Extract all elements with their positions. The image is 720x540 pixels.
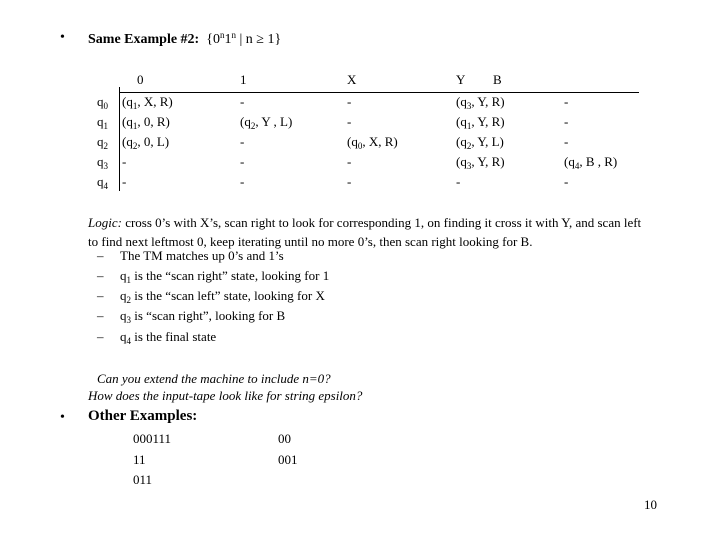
cell-part: (q — [564, 154, 575, 169]
cell-part: (q — [347, 134, 358, 149]
formula-part: 1 — [224, 32, 232, 47]
page-number: 10 — [644, 497, 657, 512]
cell-part: 1 — [132, 101, 138, 111]
language-formula — [203, 32, 281, 47]
point-part: q — [120, 268, 127, 283]
cell-part: (q — [456, 154, 467, 169]
column-header-y: Y — [456, 72, 466, 87]
cell-part: (q — [456, 94, 467, 109]
point-part: is “scan right”, looking for B — [131, 308, 286, 323]
question-1: Can you extend the machine to include n=0? — [97, 371, 331, 386]
dash-marker: – — [97, 248, 104, 263]
question-2: How does the input-tape look like for string epsilon? — [88, 388, 363, 403]
cell-part: 1 — [132, 121, 138, 131]
table-vertical-rule — [119, 87, 120, 191]
cell-part: 3 — [466, 101, 472, 111]
table-cell: - — [564, 94, 569, 109]
dash-marker: – — [97, 308, 104, 323]
cell-part: , 0, L) — [137, 134, 170, 149]
cell-part: 2 — [132, 141, 138, 151]
cell-part: , Y, R) — [471, 94, 505, 109]
cell-part: , X, R) — [137, 94, 173, 109]
formula-part: | n ≥ 1} — [235, 32, 282, 47]
state-base: q — [97, 174, 104, 189]
column-header-0: 0 — [137, 72, 144, 87]
table-cell: - — [347, 94, 352, 109]
point-part: q — [120, 308, 127, 323]
point-part: 2 — [126, 295, 131, 305]
cell-part: , X, R) — [362, 134, 398, 149]
table-horizontal-rule — [119, 92, 639, 93]
point-part: is the “scan left” state, looking for X — [131, 288, 325, 303]
point-item — [120, 329, 216, 346]
point-part: 4 — [126, 336, 131, 346]
cell-part: , Y, R) — [471, 114, 505, 129]
other-examples-heading: Other Examples: — [88, 408, 198, 424]
table-cell: - — [564, 174, 569, 189]
point-part: q — [120, 288, 127, 303]
point-part: is the “scan right” state, looking for 1 — [131, 268, 330, 283]
logic-text: cross 0’s with X’s, scan right to look for corresponding 1, on finding it cross it with Y, and scan left to find next leftmost 0, keep iterating until no more 0’s, then scan right looking for B. — [88, 215, 642, 249]
table-cell: - — [347, 114, 352, 129]
state-base: q — [97, 94, 104, 109]
cell-part: 3 — [466, 161, 472, 171]
table-cell — [456, 134, 504, 151]
cell-part: , Y , L) — [255, 114, 293, 129]
point-item — [120, 268, 329, 285]
cell-part: 2 — [466, 141, 472, 151]
example-string: 011 — [133, 472, 153, 487]
example-string: 00 — [278, 431, 291, 446]
state-subscript: 4 — [103, 181, 108, 191]
cell-part: (q — [240, 114, 251, 129]
state-label — [97, 134, 108, 151]
logic-label: Logic: — [88, 215, 122, 230]
state-subscript: 3 — [103, 161, 108, 171]
point-part: q — [120, 329, 127, 344]
slide-heading — [88, 30, 281, 48]
table-cell: - — [456, 174, 461, 189]
table-cell — [456, 114, 505, 131]
formula-exponent: n — [231, 30, 236, 40]
column-header-x: X — [347, 72, 357, 87]
cell-part: (q — [456, 114, 467, 129]
table-cell — [122, 114, 170, 131]
state-label — [97, 174, 108, 191]
dash-marker: – — [97, 288, 104, 303]
formula-exponent: n — [219, 30, 225, 40]
point-part: is the final state — [131, 329, 217, 344]
table-cell — [456, 154, 505, 171]
state-subscript: 0 — [103, 101, 108, 111]
cell-part: (q — [122, 134, 133, 149]
example-string: 11 — [133, 452, 146, 467]
table-cell: - — [347, 154, 352, 169]
state-label — [97, 154, 108, 171]
state-label — [97, 94, 108, 111]
table-cell — [456, 94, 505, 111]
state-label — [97, 114, 108, 131]
dash-marker: – — [97, 329, 104, 344]
example-string: 000111 — [133, 431, 172, 446]
column-header-b: B — [493, 72, 502, 87]
table-cell: - — [564, 134, 569, 149]
state-base: q — [97, 134, 104, 149]
point-part: 3 — [126, 315, 131, 325]
cell-part: , Y, R) — [471, 154, 505, 169]
table-cell — [122, 94, 173, 111]
logic-paragraph — [88, 213, 648, 251]
cell-part: 1 — [466, 121, 472, 131]
state-subscript: 1 — [103, 121, 108, 131]
cell-part: 2 — [250, 121, 256, 131]
table-cell: - — [347, 174, 352, 189]
cell-part: , B , R) — [579, 154, 618, 169]
table-cell — [347, 134, 398, 151]
state-subscript: 2 — [103, 141, 108, 151]
dash-marker: – — [97, 268, 104, 283]
point-item: The TM matches up 0’s and 1’s — [120, 248, 284, 263]
table-cell — [240, 114, 292, 131]
point-part: 1 — [126, 275, 131, 285]
table-cell: - — [122, 154, 127, 169]
formula-part: {0 — [206, 32, 220, 47]
bullet: • — [60, 410, 65, 425]
cell-part: (q — [122, 94, 133, 109]
column-header-1: 1 — [240, 72, 247, 87]
state-base: q — [97, 114, 104, 129]
cell-part: , Y, L) — [471, 134, 504, 149]
point-item — [120, 308, 285, 325]
table-cell: - — [240, 154, 245, 169]
cell-part: (q — [456, 134, 467, 149]
table-cell: - — [240, 94, 245, 109]
example-string: 001 — [278, 452, 298, 467]
table-cell: - — [122, 174, 127, 189]
table-cell: - — [564, 114, 569, 129]
heading-title: Same Example #2: — [88, 32, 200, 47]
cell-part: 0 — [357, 141, 363, 151]
table-cell — [564, 154, 617, 171]
table-cell: - — [240, 134, 245, 149]
cell-part: , 0, R) — [137, 114, 170, 129]
state-base: q — [97, 154, 104, 169]
table-cell — [122, 134, 169, 151]
cell-part: (q — [122, 114, 133, 129]
bullet: • — [60, 30, 65, 45]
cell-part: 4 — [574, 161, 580, 171]
point-item — [120, 288, 325, 305]
table-cell: - — [240, 174, 245, 189]
